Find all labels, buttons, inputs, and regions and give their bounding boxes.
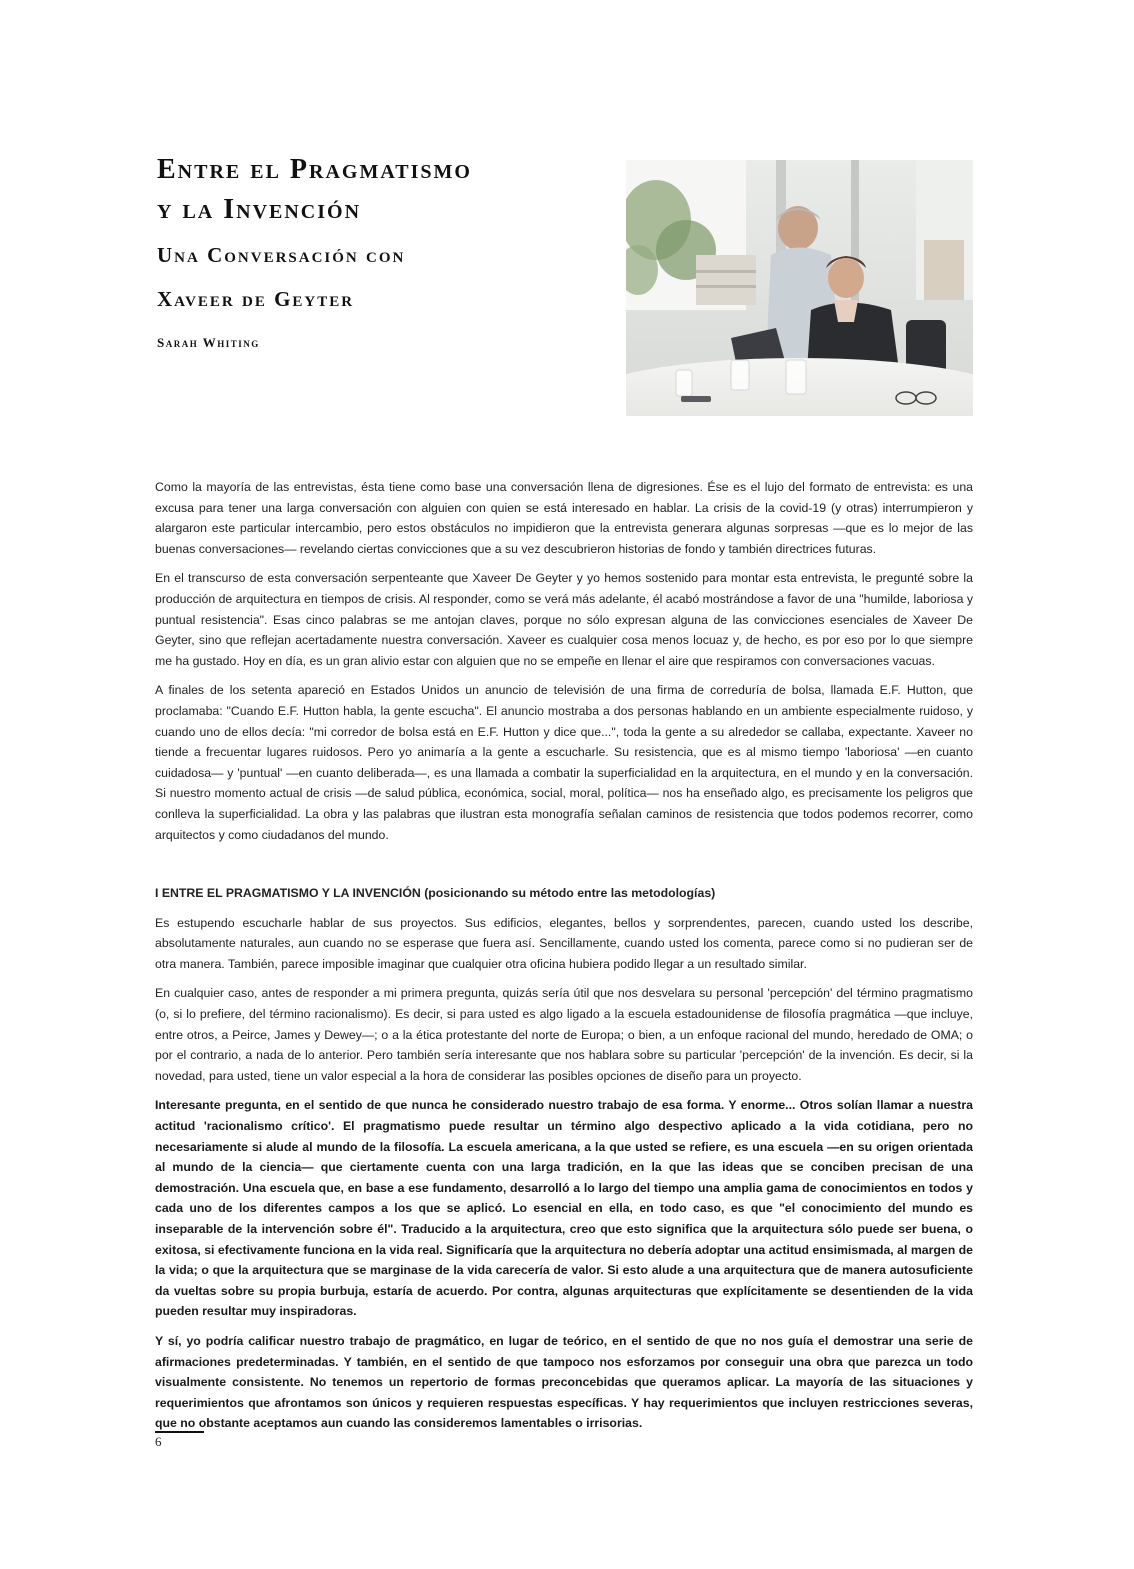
title-block (157, 150, 597, 318)
question-paragraph-1: Es estupendo escucharle hablar de sus proyectos. Sus edificios, elegantes, bellos y sorprendentes, parecen, cuando usted los describe, absolutamente naturales, aun cuando no se esperase que fuera así. Sencillamente, cuando usted los comenta, parece como si no pudieran ser de otra manera. También, parece imposible imaginar que cualquier otra oficina hubiera podido llegar a un resultado similar. (155, 915, 973, 971)
section-heading: I ENTRE EL PRAGMATISMO Y LA INVENCIÓN (posicionando su método entre las metodologías) (155, 886, 716, 901)
footer-rule (155, 1431, 204, 1433)
answer-paragraph-2: Y sí, yo podría calificar nuestro trabajo de pragmático, en lugar de teórico, en el sentido de que no nos guía el demostrar una serie de afirmaciones predeterminadas. Y también, en el sentido de que tampoco nos esforzamos por conseguir una obra que parezca un todo visualmente consistente. No tenemos un repertorio de formas preconcebidas que queramos aplicar. La mayoría de las situaciones y requerimientos que afrontamos son únicos y requieren respuestas específicas. Y hay requerimientos que incluyen restricciones severas, que no obstante aceptamos aun cuando las consideremos lamentables o irrisorias. (155, 1333, 973, 1431)
intro-paragraph-3: A finales de los setenta apareció en Estados Unidos un anuncio de televisión de una firma de correduría de bolsa, llamada E.F. Hutton, que proclamaba: "Cuando E.F. Hutton habla, la gente escucha". El anuncio mostraba a dos personas hablando en un ambiente especialmente ruidoso, y cuando uno de ellos decía: "mi corredor de bolsa está en E.F. Hutton y dice que...", toda la gente a su alrededor se callaba, expectante. Xaveer no tiende a frecuentar lugares ruidosos. Pero yo animaría a la gente a escucharle. Su resistencia, que es al mismo tiempo 'laboriosa' —en cuanto cuidadosa— y 'puntual' —en cuanto deliberada—, es una llamada a combatir la superficialidad en la arquitectura, en el mundo y en la conversación. Si nuestro momento actual de crisis —de salud pública, económica, social, moral, política— nos ha enseñado algo, es precisamente los peligros que conlleva la superficialidad. La obra y las palabras que ilustran esta monografía señalan caminos de resistencia que todos podemos recorrer, como arquitectos y como ciudadanos del mundo. (155, 683, 973, 842)
subtitle-line-1: Una Conversación con (157, 243, 406, 267)
page-title-line-1: Entre el Pragmatismo (157, 154, 472, 185)
photo-illustration (626, 160, 973, 416)
question-paragraph-2: En cualquier caso, antes de responder a mi primera pregunta, quizás sería útil que nos desvelara su personal 'percepción' del término pragmatismo (o, si lo prefiere, del término racionalismo). Es decir, si para usted es algo ligado a la escuela estadounidense de filosofía pragmática —que incluye, entre otros, a Peirce, James y Dewey—; o a la ética protestante del norte de Europa; o bien, a un enfoque racional del mundo, heredado de OMA; o por el contrario, a nada de lo anterior. Pero también sería interesante que nos hablara sobre su particular 'percepción' de la invención. Es decir, si la novedad, para usted, tiene un valor especial a la hora de considerar las posibles opciones de diseño para un proyecto. (155, 986, 973, 1083)
intro-paragraph-2: En el transcurso de esta conversación serpenteante que Xaveer De Geyter y yo hemos sostenido para montar esta entrevista, le pregunté sobre la producción de arquitectura en tiempos de crisis. Al responder, como se verá más adelante, él acabó mostrándose a favor de una "humilde, laboriosa y puntual resistencia". Esas cinco palabras se me antojan claves, porque no sólo expresan alguna de las convicciones esenciales de Xaveer De Geyter, sino que reflejan acertadamente nuestra conversación. Xaveer es cualquier cosa menos locuaz y, de hecho, es por eso por lo que siempre me ha gustado. Hoy en día, es un gran alivio estar con alguien que no se empeñe en llenar el aire que respiramos con conversaciones vacuas. (155, 571, 973, 668)
photo-two-people-at-laptop (626, 160, 973, 416)
answer-paragraph-1: Interesante pregunta, en el sentido de que nunca he considerado nuestro trabajo de esa forma. Y enorme... Otros solían llamar a nuestra actitud 'racionalismo crítico'. El pragmatismo puede resultar un término algo despectivo aplicado a la vida cotidiana, pero no necesariamente si alude al mundo de la filosofía. La escuela americana, a la que usted se refiere, es una escuela —en su origen orientada al mundo de la ciencia— que ciertamente cuenta con una larga tradición, en la que las ideas que se conciben precisan de una demostración. Una escuela que, en base a ese fundamento, desarrolló a lo largo del tiempo una amplia gama de conocimientos en todos y cada uno de los diferentes campos a los que se aplicó. Lo esencial en ella, en todo caso, es que "el conocimiento del mundo es inseparable de la intervención sobre él". Traducido a la arquitectura, creo que esto significa que la arquitectura sólo puede ser buena, o exitosa, si efectivamente funciona en la vida real. Significaría que la arquitectura no debería adoptar una actitud ensimismada, al margen de la vida; o que la arquitectura que se marginase de la vida carecería de valor. Si esto alude a una arquitectura que de manera autosuficiente da vueltas sobre su propia burbuja, estaría de acuerdo. Por contra, algunas arquitecturas que explícitamente se desentienden de la vida pueden resultar muy inspiradoras. (155, 1098, 974, 1319)
page-number: 6 (155, 1434, 162, 1449)
intro-paragraph-1: Como la mayoría de las entrevistas, ésta tiene como base una conversación llena de digresiones. Ése es el lujo del formato de entrevista: es una excusa para tener una larga conversación con alguien con quien se está interesado en hablar. La crisis de la covid-19 (y otras) interrumpieron y alargaron este particular intercambio, pero estos obstáculos no impidieron que la entrevista generara algunas sorpresas —que es lo mejor de las buenas conversaciones— revelando ciertas convicciones que a su vez descubrieron historias de fondo y también directrices futuras. (155, 480, 973, 556)
page-title-line-2: y la Invención (157, 194, 362, 225)
author-name: Sarah Whiting (157, 335, 260, 350)
subtitle-line-2: Xaveer de Geyter (157, 287, 355, 311)
article-body (155, 477, 973, 1443)
